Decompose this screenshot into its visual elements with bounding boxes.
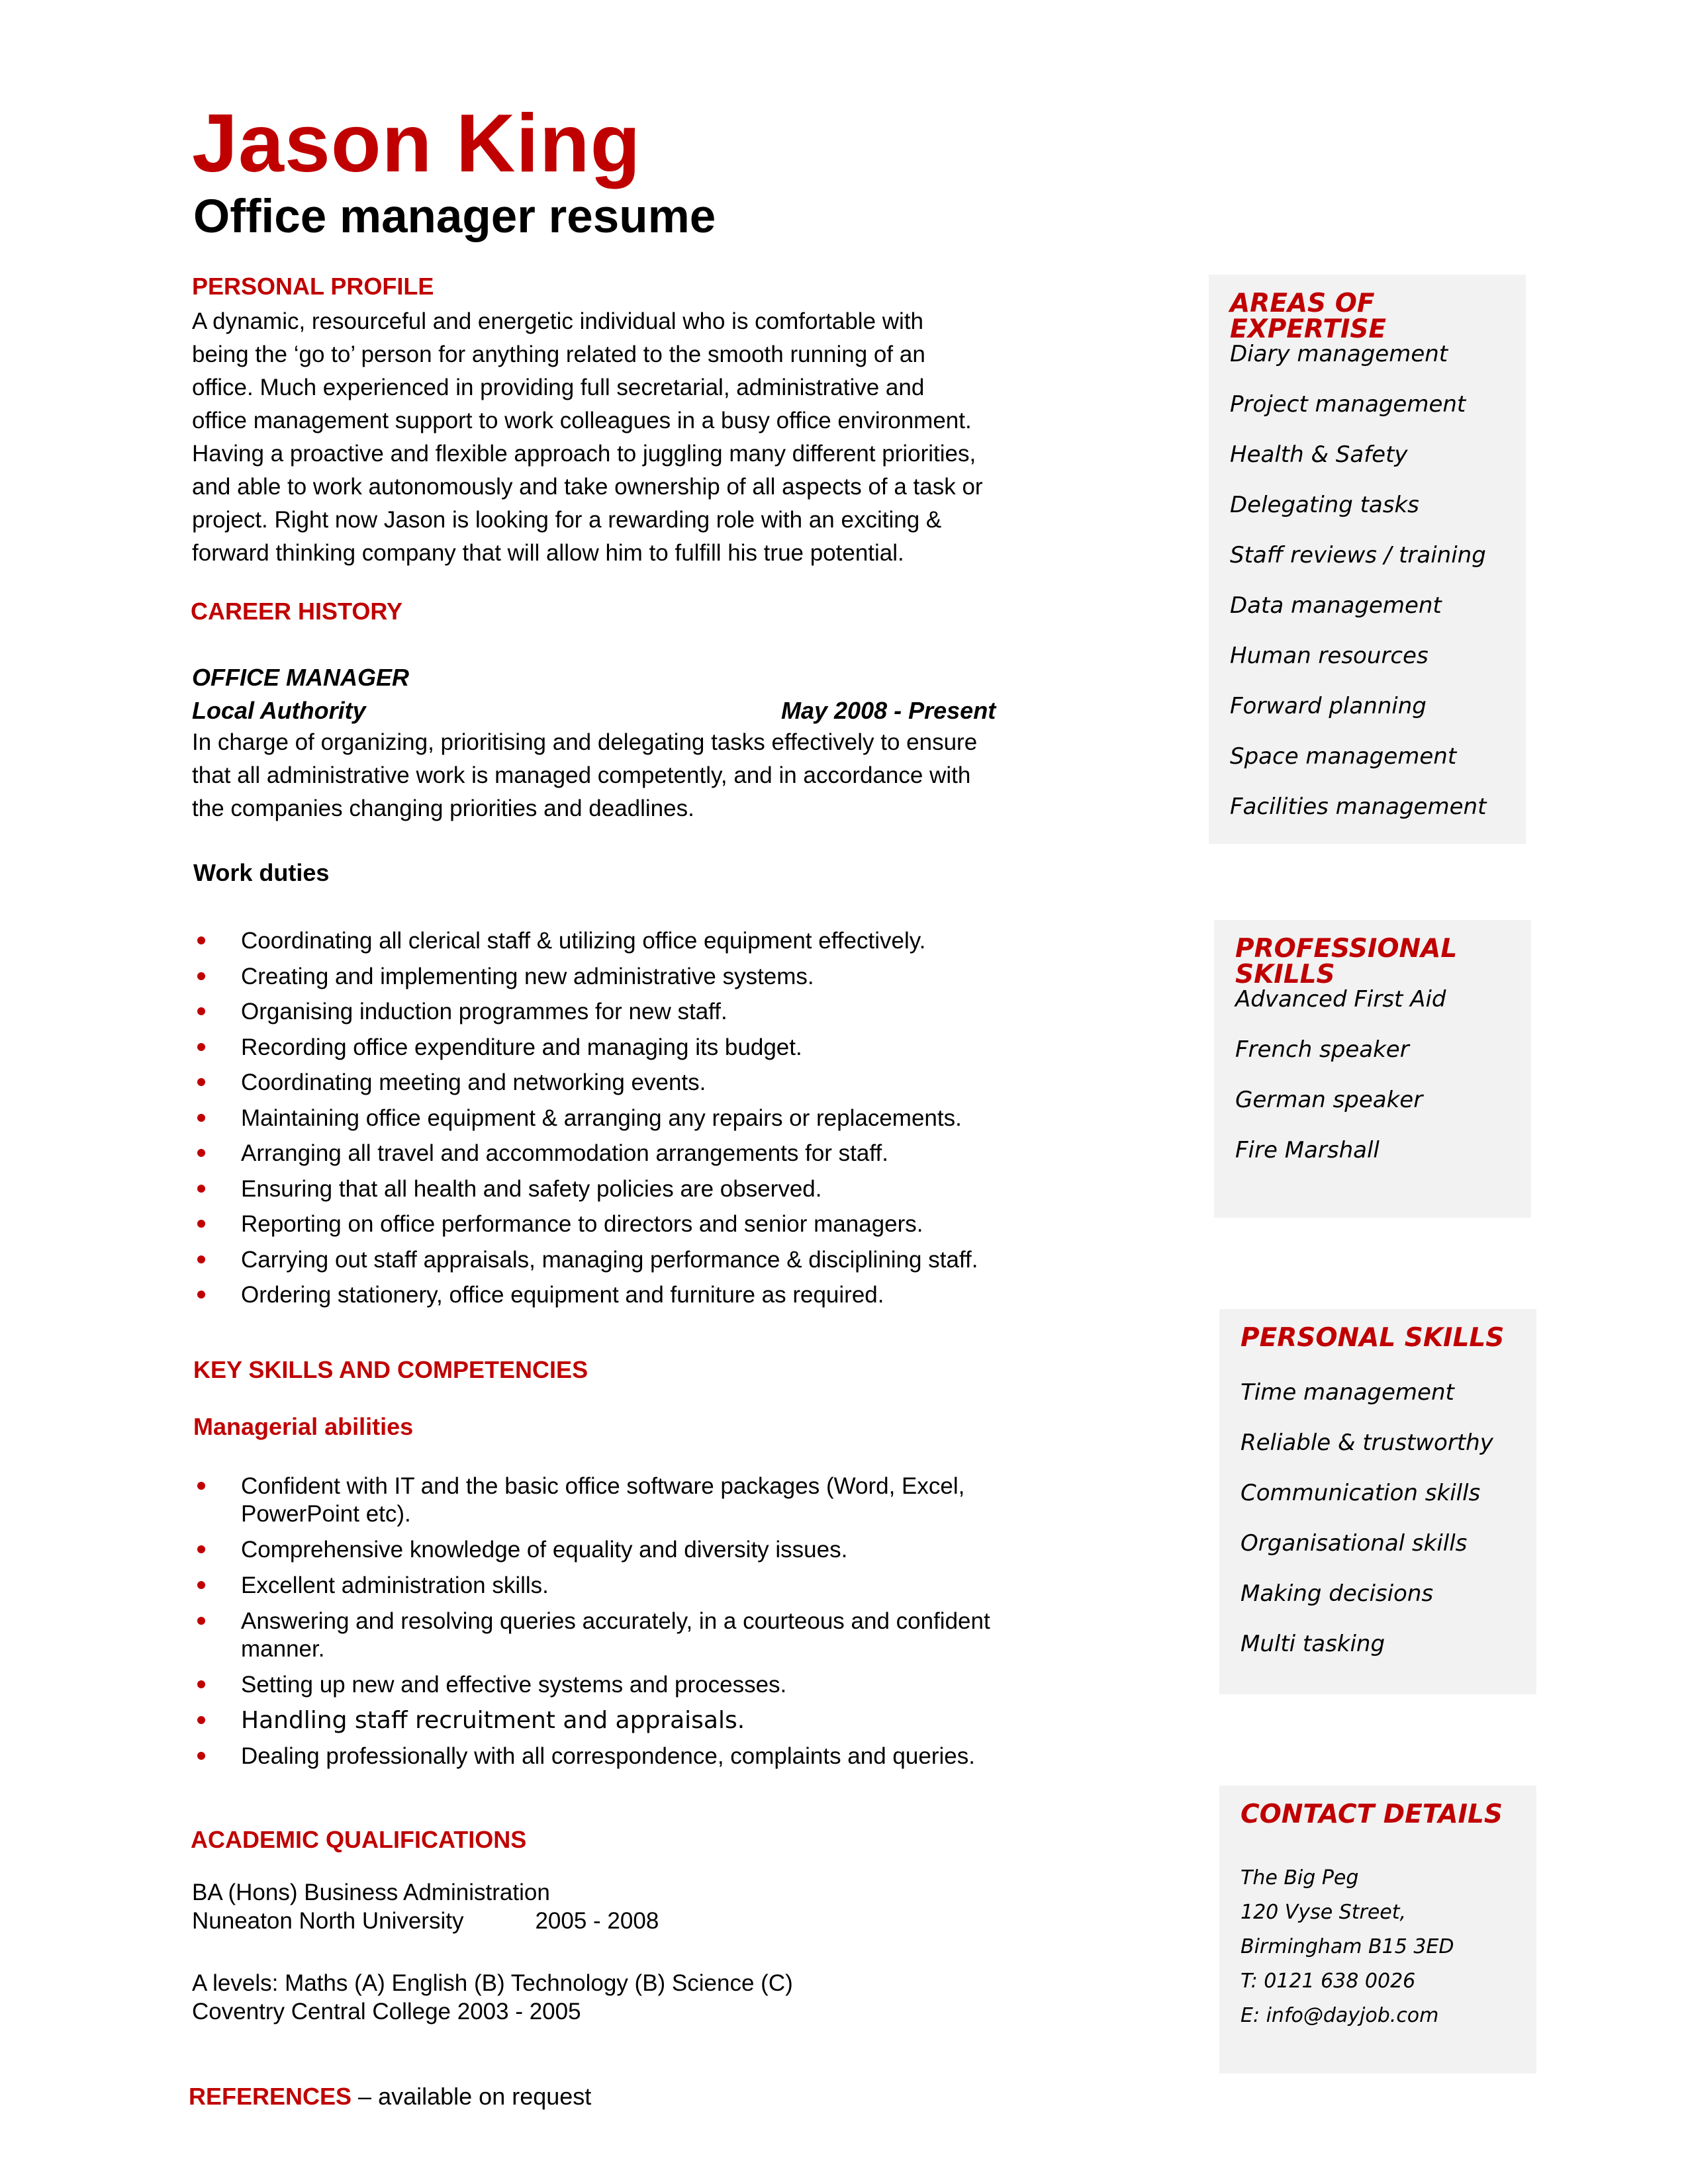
bullet-icon xyxy=(197,1255,205,1263)
list-item xyxy=(192,1242,1119,1278)
professional-skills-heading: PROFESSIONAL SKILLS xyxy=(1235,934,1458,989)
expertise-heading: AREAS OF EXPERTISE xyxy=(1230,289,1387,344)
list-item xyxy=(192,1065,1119,1101)
bullet-icon xyxy=(197,1185,205,1193)
references-label: REFERENCES xyxy=(189,2083,352,2110)
key-skills-list xyxy=(192,1473,1079,1778)
list-item xyxy=(192,1101,1119,1136)
professional-skills-list xyxy=(1235,974,1446,1175)
duty-text: Recording office expenditure and managing its budget. xyxy=(241,1034,802,1060)
job-dates: May 2008 - Present xyxy=(781,697,996,724)
resume-subtitle: Office manager resume xyxy=(193,191,716,243)
expertise-item: Health & Safety xyxy=(1230,441,1408,468)
skill-text: Setting up new and effective systems and processes. xyxy=(241,1672,787,1698)
university-years: 2005 - 2008 xyxy=(535,1908,659,1934)
academic-alevels-block xyxy=(192,1969,793,2026)
duties-list xyxy=(192,923,1119,1313)
profile-text xyxy=(192,305,1079,570)
list-item xyxy=(192,1277,1119,1313)
list-item xyxy=(192,959,1119,995)
list-item xyxy=(192,1030,1119,1066)
skill-text: Handling staff recruitment and appraisals. xyxy=(241,1707,745,1734)
contact-line: 120 Vyse Street, xyxy=(1241,1901,1407,1924)
duty-text: Creating and implementing new administrative systems. xyxy=(241,963,814,989)
expertise-box xyxy=(1209,275,1526,844)
expertise-item: Forward planning xyxy=(1230,693,1427,719)
university-name: Nuneaton North University xyxy=(192,1908,464,1934)
degree-title: BA (Hons) Business Administration xyxy=(192,1880,550,1905)
profile-line: forward thinking company that will allow him to fulfill his true potential. xyxy=(192,540,904,566)
professional-skill-item: German speaker xyxy=(1235,1087,1423,1113)
profile-line: Having a proactive and flexible approach to juggling many different priorities, xyxy=(192,441,976,467)
list-item xyxy=(192,1671,1079,1699)
expertise-list xyxy=(1230,329,1486,832)
contact-phone: T: 0121 638 0026 xyxy=(1241,1970,1416,1993)
bullet-icon xyxy=(197,1220,205,1228)
contact-heading: CONTACT DETAILS xyxy=(1241,1799,1503,1829)
job-employer: Local Authority xyxy=(192,697,366,724)
bullet-icon xyxy=(197,1149,205,1157)
duty-text: Ordering stationery, office equipment and furniture as required. xyxy=(241,1282,884,1308)
personal-skill-item: Multi tasking xyxy=(1241,1631,1385,1657)
list-item xyxy=(192,1206,1119,1242)
duty-text: Coordinating all clerical staff & utilizing office equipment effectively. xyxy=(241,928,926,954)
list-item xyxy=(192,994,1119,1030)
list-item xyxy=(192,1136,1119,1171)
job-desc-line: the companies changing priorities and deadlines. xyxy=(192,796,694,821)
college-text: Coventry Central College 2003 - 2005 xyxy=(192,1999,581,2025)
key-skills-heading: KEY SKILLS AND COMPETENCIES xyxy=(193,1356,588,1383)
skill-text: Excellent administration skills. xyxy=(241,1572,549,1598)
bullet-icon xyxy=(197,972,205,980)
profile-line: project. Right now Jason is looking for a rewarding role with an exciting & xyxy=(192,507,942,533)
degree-institution-row xyxy=(192,1907,659,1935)
academic-degree-block xyxy=(192,1878,659,1935)
bullet-icon xyxy=(197,1114,205,1122)
list-item xyxy=(192,1743,1079,1770)
duty-text: Reporting on office performance to directors and senior managers. xyxy=(241,1211,923,1237)
list-item xyxy=(192,1572,1079,1600)
duty-text: Carrying out staff appraisals, managing performance & disciplining staff. xyxy=(241,1246,978,1273)
list-item xyxy=(192,923,1119,959)
duty-text: Organising induction programmes for new staff. xyxy=(241,999,727,1024)
profile-line: office management support to work colleagues in a busy office environment. xyxy=(192,408,972,433)
bullet-icon xyxy=(197,1752,205,1760)
list-item xyxy=(192,1608,1079,1663)
duty-text: Arranging all travel and accommodation arrangements for staff. xyxy=(241,1140,888,1166)
duty-text: Maintaining office equipment & arranging any repairs or replacements. xyxy=(241,1105,962,1131)
professional-skills-box xyxy=(1214,920,1531,1218)
expertise-item: Facilities management xyxy=(1230,794,1487,820)
duty-text: Ensuring that all health and safety policies are observed. xyxy=(241,1175,822,1202)
list-item xyxy=(192,1707,1079,1735)
bullet-icon xyxy=(197,1043,205,1051)
duty-text: Coordinating meeting and networking events. xyxy=(241,1069,706,1095)
professional-skill-item: Fire Marshall xyxy=(1235,1137,1380,1163)
profile-line: A dynamic, resourceful and energetic individual who is comfortable with xyxy=(192,308,924,334)
professional-skill-item: French speaker xyxy=(1235,1036,1409,1063)
contact-email: E: info@dayjob.com xyxy=(1241,2004,1439,2027)
personal-skills-list xyxy=(1241,1367,1493,1669)
bullet-icon xyxy=(197,936,205,944)
references-text: – available on request xyxy=(352,2083,592,2110)
expertise-item: Space management xyxy=(1230,743,1457,770)
bullet-icon xyxy=(197,1545,205,1553)
job-desc-line: In charge of organizing, prioritising and delegating tasks effectively to ensure xyxy=(192,729,978,755)
personal-skill-item: Time management xyxy=(1241,1379,1454,1406)
bullet-icon xyxy=(197,1617,205,1625)
profile-line: being the ‘go to’ person for anything related to the smooth running of an xyxy=(192,341,925,367)
skill-text: Dealing professionally with all correspondence, complaints and queries. xyxy=(241,1743,975,1769)
contact-box xyxy=(1219,1786,1536,2073)
bullet-icon xyxy=(197,1078,205,1086)
bullet-icon xyxy=(197,1581,205,1589)
bullet-icon xyxy=(197,1007,205,1015)
list-item xyxy=(192,1536,1079,1564)
resume-name: Jason King xyxy=(192,98,641,189)
alevels-text: A levels: Maths (A) English (B) Technology (B) Science (C) xyxy=(192,1970,793,1996)
job-title: OFFICE MANAGER xyxy=(192,664,409,691)
academic-heading: ACADEMIC QUALIFICATIONS xyxy=(191,1826,527,1853)
bullet-icon xyxy=(197,1680,205,1688)
personal-skill-item: Making decisions xyxy=(1241,1580,1434,1607)
personal-skills-box xyxy=(1219,1309,1536,1694)
personal-skills-heading: PERSONAL SKILLS xyxy=(1241,1323,1505,1353)
bullet-icon xyxy=(197,1482,205,1490)
personal-skill-item: Reliable & trustworthy xyxy=(1241,1430,1493,1456)
contact-line: The Big Peg xyxy=(1241,1866,1359,1889)
expertise-item: Delegating tasks xyxy=(1230,492,1419,518)
job-desc-line: that all administrative work is managed competently, and in accordance with xyxy=(192,762,971,788)
contact-details xyxy=(1241,1861,1454,2033)
list-item xyxy=(192,1473,1079,1528)
expertise-item: Staff reviews / training xyxy=(1230,542,1486,569)
references-line xyxy=(189,2083,591,2111)
profile-line: and able to work autonomously and take ownership of all aspects of a task or xyxy=(192,474,983,500)
expertise-item: Diary management xyxy=(1230,341,1448,367)
list-item xyxy=(192,1171,1119,1207)
expertise-item: Project management xyxy=(1230,391,1466,418)
bullet-icon xyxy=(197,1716,205,1724)
skill-text: Answering and resolving queries accurately, in a courteous and confident manner. xyxy=(241,1608,990,1662)
personal-skill-item: Organisational skills xyxy=(1241,1530,1468,1557)
skill-text: Comprehensive knowledge of equality and diversity issues. xyxy=(241,1537,848,1563)
expertise-item: Human resources xyxy=(1230,643,1429,669)
expertise-item: Data management xyxy=(1230,592,1442,619)
bullet-icon xyxy=(197,1291,205,1298)
key-skills-subheading: Managerial abilities xyxy=(193,1413,414,1440)
professional-skill-item: Advanced First Aid xyxy=(1235,986,1446,1013)
profile-heading: PERSONAL PROFILE xyxy=(192,273,434,300)
profile-line: office. Much experienced in providing full secretarial, administrative and xyxy=(192,375,925,400)
career-heading: CAREER HISTORY xyxy=(191,598,403,625)
duties-heading: Work duties xyxy=(193,859,330,886)
personal-skill-item: Communication skills xyxy=(1241,1480,1481,1506)
job-description xyxy=(192,726,1079,825)
contact-line: Birmingham B15 3ED xyxy=(1241,1935,1454,1958)
skill-text: Confident with IT and the basic office software packages (Word, Excel, PowerPoint etc). xyxy=(241,1473,965,1527)
